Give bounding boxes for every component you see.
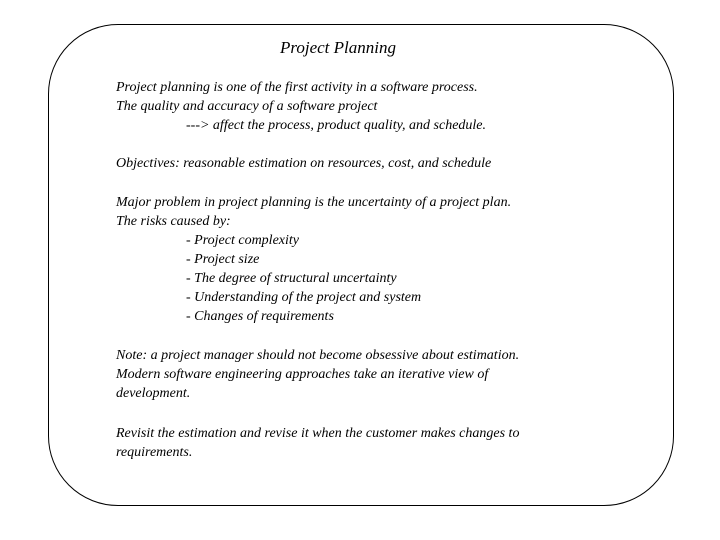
note-line-2: Modern software engineering approaches take an iterative view of bbox=[116, 367, 489, 382]
risk-item: - Understanding of the project and system bbox=[186, 290, 422, 305]
objectives-line: Objectives: reasonable estimation on resources, cost, and schedule bbox=[116, 156, 492, 171]
intro-line-3: ---> affect the process, product quality, and schedule. bbox=[186, 118, 487, 133]
intro-line-2: The quality and accuracy of a software project bbox=[116, 99, 378, 114]
slide-title: Project Planning bbox=[280, 38, 396, 57]
intro-line-1: Project planning is one of the first activity in a software process. bbox=[116, 80, 478, 95]
note-line-3: development. bbox=[116, 386, 191, 401]
note-line-1: Note: a project manager should not become obsessive about estimation. bbox=[116, 348, 520, 363]
problem-line-2: The risks caused by: bbox=[116, 214, 231, 229]
revisit-line-2: requirements. bbox=[116, 445, 193, 460]
risk-item: - Project size bbox=[186, 252, 260, 267]
risk-item: - Project complexity bbox=[186, 233, 299, 248]
problem-line-1: Major problem in project planning is the uncertainty of a project plan. bbox=[116, 195, 512, 210]
revisit-line-1: Revisit the estimation and revise it when the customer makes changes to bbox=[116, 426, 520, 441]
risk-item: - The degree of structural uncertainty bbox=[186, 271, 397, 286]
risk-item: - Changes of requirements bbox=[186, 309, 334, 324]
